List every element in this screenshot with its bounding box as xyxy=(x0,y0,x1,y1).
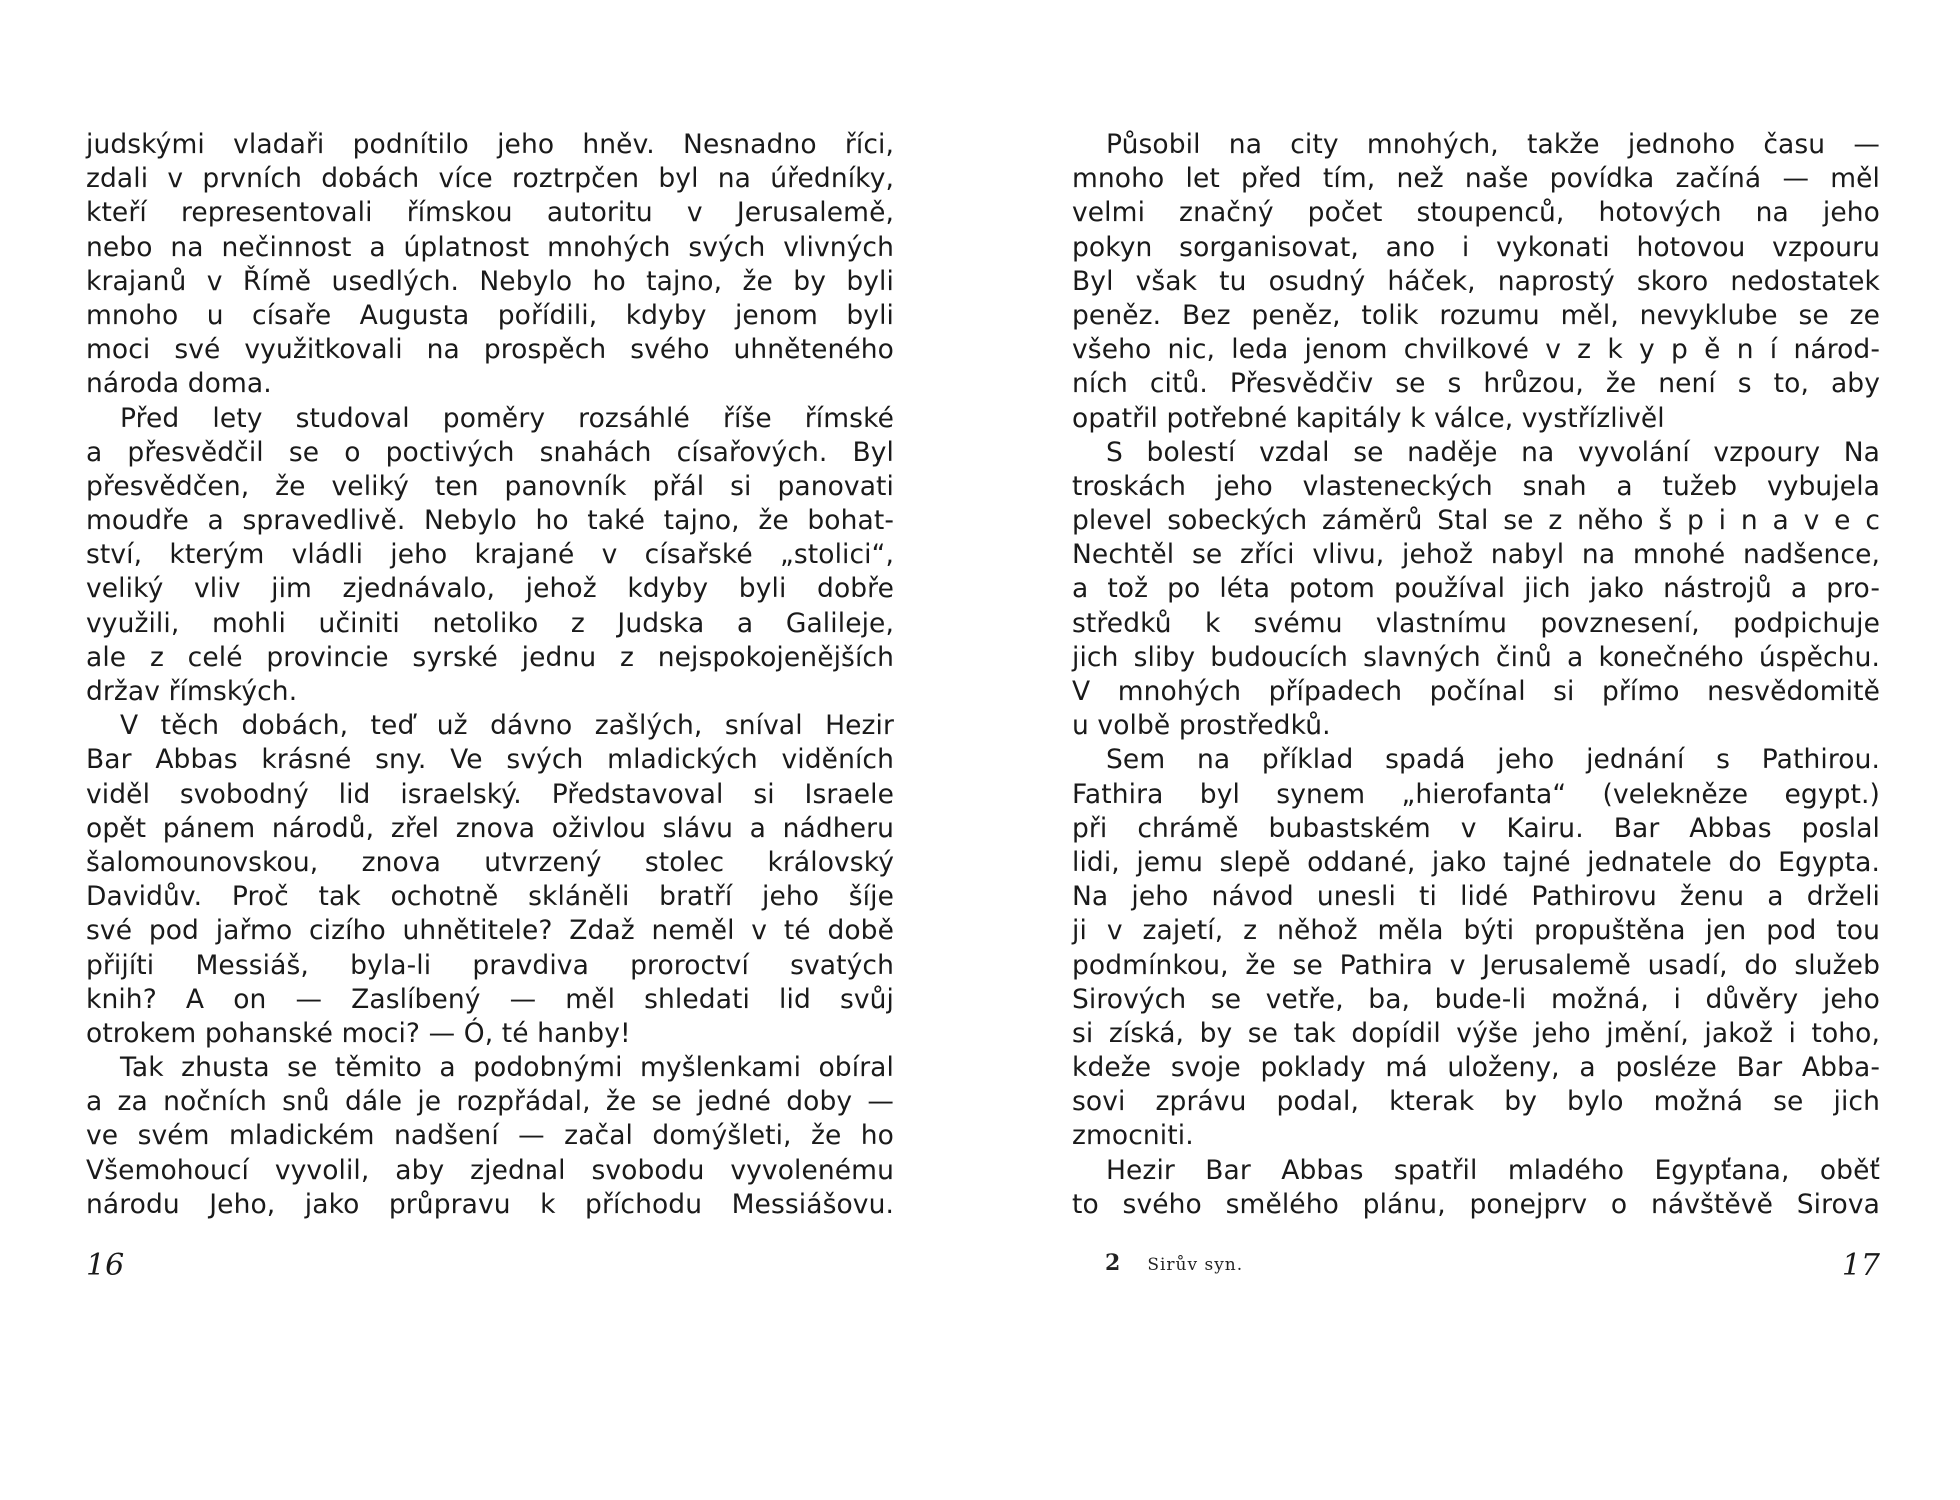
text-line: a tož po léta potom používal jich jako nástrojů a pro- xyxy=(1072,573,1880,605)
text-line: národa doma. xyxy=(86,368,272,400)
text-line: sovi zprávu podal, kterak by bylo možná se jich xyxy=(1072,1086,1880,1118)
text-line: Davidův. Proč tak ochotně skláněli bratří jeho šíje xyxy=(86,881,894,913)
text-line: Nechtěl se zříci vlivu, jehož nabyl na mnohé nadšence, xyxy=(1072,539,1880,571)
text-line: všeho nic, leda jenom chvilkové v z k y p ě n í národ- xyxy=(1072,334,1880,366)
text-line: své pod jařmo cizího uhnětitele? Zdaž neměl v té době xyxy=(86,915,894,947)
text-line: využili, mohli učiniti netoliko z Judska a Galileje, xyxy=(86,607,894,639)
text-line: Bar Abbas krásné sny. Ve svých mladických viděních xyxy=(86,744,894,776)
text-line: Hezir Bar Abbas spatřil mladého Egypťana, oběť xyxy=(1106,1154,1880,1186)
text-line: držav římských. xyxy=(86,676,298,707)
text-line: Tak zhusta se těmito a podobnými myšlenkami obíral xyxy=(120,1052,894,1084)
text-line: zdali v prvních dobách více roztrpčen byl na úředníky, xyxy=(86,163,894,195)
left-page-text xyxy=(86,128,894,1222)
text-line: podmínkou, že se Pathira v Jerusalemě usadí, do služeb xyxy=(1072,949,1880,981)
text-line: peněz. Bez peněz, tolik rozumu měl, nevyklube se ze xyxy=(1072,299,1880,331)
text-line: V mnohých případech počínal si přímo nesvědomitě xyxy=(1072,676,1880,707)
text-line: středků k svému vlastnímu povznesení, podpichuje xyxy=(1072,607,1880,639)
text-line: kteří representovali římskou autoritu v Jerusalemě, xyxy=(86,197,894,229)
text-line: ství, kterým vládli jeho krajané v císařské „stolici“, xyxy=(86,539,894,571)
text-line: přesvědčen, že veliký ten panovník přál si panovati xyxy=(86,470,894,502)
text-line: V těch dobách, teď už dávno zašlých, sníval Hezir xyxy=(120,710,894,742)
text-line: si získá, by se tak dopídil výše jeho jmění, jakož i toho, xyxy=(1072,1017,1880,1049)
text-line: nebo na nečinnost a úplatnost mnohých svých vlivných xyxy=(86,231,894,263)
text-line: mnoho let před tím, než naše povídka začíná — měl xyxy=(1072,163,1880,195)
text-line: opatřil potřebné kapitály k válce, vystřízlivěl xyxy=(1072,402,1665,434)
text-line: zmocniti. xyxy=(1072,1120,1194,1152)
signature-number: 2 xyxy=(1105,1250,1122,1276)
text-line: otrokem pohanské moci? — Ó, té hanby! xyxy=(86,1017,631,1049)
text-line: Na jeho návod unesli ti lidé Pathirovu ženu a drželi xyxy=(1072,881,1880,913)
text-line: jich sliby budoucích slavných činů a konečného úspěchu. xyxy=(1072,641,1880,673)
text-line: Působil na city mnohých, takže jednoho času — xyxy=(1106,129,1880,160)
text-line: lidi, jemu slepě oddané, jako tajné jednatele do Egypta. xyxy=(1072,846,1880,878)
text-line: ních citů. Přesvědčiv se s hrůzou, že není s to, aby xyxy=(1072,368,1880,400)
printer-signature-mark xyxy=(1105,1250,1243,1276)
text-line: moudře a spravedlivě. Nebylo ho také tajno, že bohat- xyxy=(86,505,894,537)
text-line: a za nočních snů dále je rozpřádal, že se jedné doby — xyxy=(86,1086,894,1118)
text-line: ji v zajetí, z něhož měla býti propuštěna jen pod tou xyxy=(1072,915,1880,947)
right-page xyxy=(1072,128,1880,1222)
text-line: Fathira byl synem „hierofanta“ (velekněze egypt.) xyxy=(1072,778,1880,810)
text-line: ale z celé provincie syrské jednu z nejspokojenějších xyxy=(86,641,894,673)
text-line: přijíti Messiáš, byla-li pravdiva proroctví svatých xyxy=(86,949,894,981)
page-number-right: 17 xyxy=(1841,1248,1880,1283)
text-line: pokyn sorganisovat, ano i vykonati hotovou vzpouru xyxy=(1072,231,1880,263)
text-line: při chrámě bubastském v Kairu. Bar Abbas poslal xyxy=(1072,812,1880,844)
text-line: velmi značný počet stoupenců, hotových na jeho xyxy=(1072,197,1880,229)
text-line: viděl svobodný lid israelský. Představoval si Israele xyxy=(86,778,894,810)
text-line: Před lety studoval poměry rozsáhlé říše římské xyxy=(120,402,894,434)
text-line: šalomounovskou, znova utvrzený stolec královský xyxy=(86,846,894,878)
text-line: plevel sobeckých záměrů Stal se z něho š p i n a v e c xyxy=(1072,505,1880,537)
text-line: krajanů v Římě usedlých. Nebylo ho tajno, že by byli xyxy=(86,265,894,297)
text-line: Byl však tu osudný háček, naprostý skoro nedostatek xyxy=(1072,265,1880,297)
text-line: Sirových se vetře, ba, bude-li možná, i důvěry jeho xyxy=(1072,983,1880,1015)
text-line: opět pánem národů, zřel znova oživlou slávu a nádheru xyxy=(86,812,894,844)
text-line: a přesvědčil se o poctivých snahách císařových. Byl xyxy=(86,436,894,468)
left-page xyxy=(86,128,894,1222)
text-line: Všemohoucí vyvolil, aby zjednal svobodu vyvolenému xyxy=(86,1154,894,1186)
signature-text: Sirův syn. xyxy=(1147,1255,1244,1275)
text-line: národu Jeho, jako průpravu k příchodu Messiášovu. xyxy=(86,1188,894,1220)
text-line: Sem na příklad spadá jeho jednání s Pathirou. xyxy=(1106,744,1880,776)
right-page-text xyxy=(1072,128,1880,1222)
text-line: u volbě prostředků. xyxy=(1072,710,1331,742)
text-line: ve svém mladickém nadšení — začal domýšleti, že ho xyxy=(86,1120,894,1152)
text-line: mnoho u císaře Augusta pořídili, kdyby jenom byli xyxy=(86,299,894,331)
text-line: troskách jeho vlasteneckých snah a tužeb vybujela xyxy=(1072,470,1880,502)
text-line: moci své využitkovali na prospěch svého uhněteného xyxy=(86,334,894,366)
text-line: to svého smělého plánu, ponejprv o návštěvě Sirova xyxy=(1072,1188,1880,1220)
text-line: S bolestí vzdal se naděje na vyvolání vzpoury Na xyxy=(1106,436,1880,468)
text-line: veliký vliv jim zjednávalo, jehož kdyby byli dobře xyxy=(86,573,894,605)
text-line: judskými vladaři podnítilo jeho hněv. Nesnadno říci, xyxy=(86,129,894,160)
text-line: kdeže svoje poklady má uloženy, a posléze Bar Abba- xyxy=(1072,1052,1880,1084)
page-number-left: 16 xyxy=(86,1248,125,1283)
text-line: knih? A on — Zaslíbený — měl shledati lid svůj xyxy=(86,983,894,1015)
